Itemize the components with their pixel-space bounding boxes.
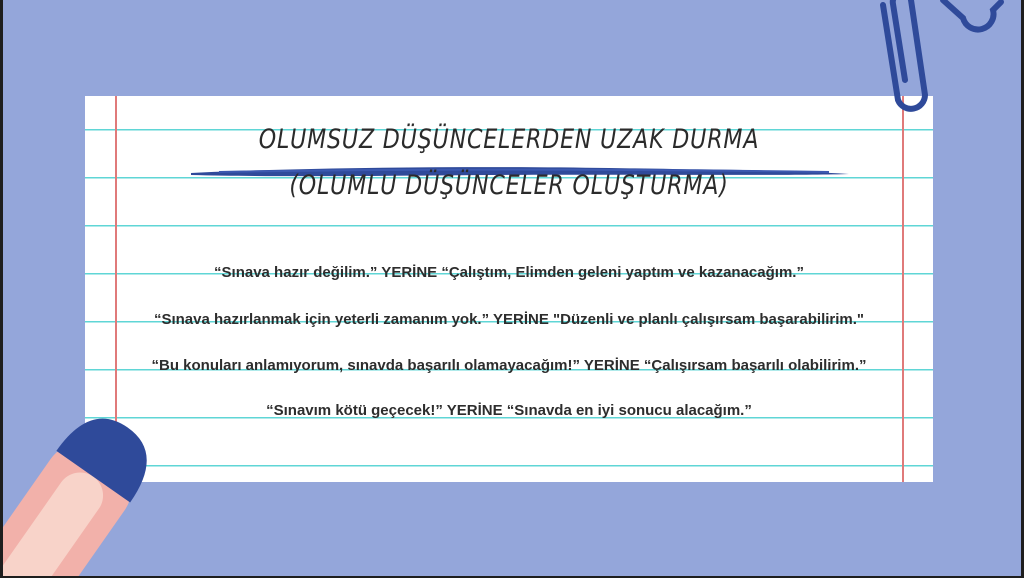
slide-title: OLUMSUZ DÜŞÜNCELERDEN UZAK DURMA xyxy=(258,124,760,155)
text-line-3: “Bu konuları anlamıyorum, sınavda başarılı olamayacağım!” YERİNE “Çalışırsam başarılı olabilirim.” xyxy=(151,357,867,374)
paperclip-icon xyxy=(843,0,1021,130)
text-line-1: “Sınava hazır değilim.” YERİNE “Çalıştım, Elimden geleni yaptım ve kazanacağım.” xyxy=(214,264,804,281)
text-line-2: “Sınava hazırlanmak için yeterli zamanım yok.” YERİNE "Düzenli ve planlı çalışırsam başarabilirim." xyxy=(153,311,865,328)
eraser-icon xyxy=(3,405,173,576)
notebook-paper xyxy=(85,96,933,482)
paper-margin-right xyxy=(902,96,904,482)
slide-subtitle: (OLUMLU DÜŞÜNCELER OLUŞTURMA) xyxy=(289,170,729,201)
slide-canvas xyxy=(3,0,1021,576)
text-line-4: “Sınavım kötü geçecek!” YERİNE “Sınavda en iyi sonucu alacağım.” xyxy=(266,402,752,419)
